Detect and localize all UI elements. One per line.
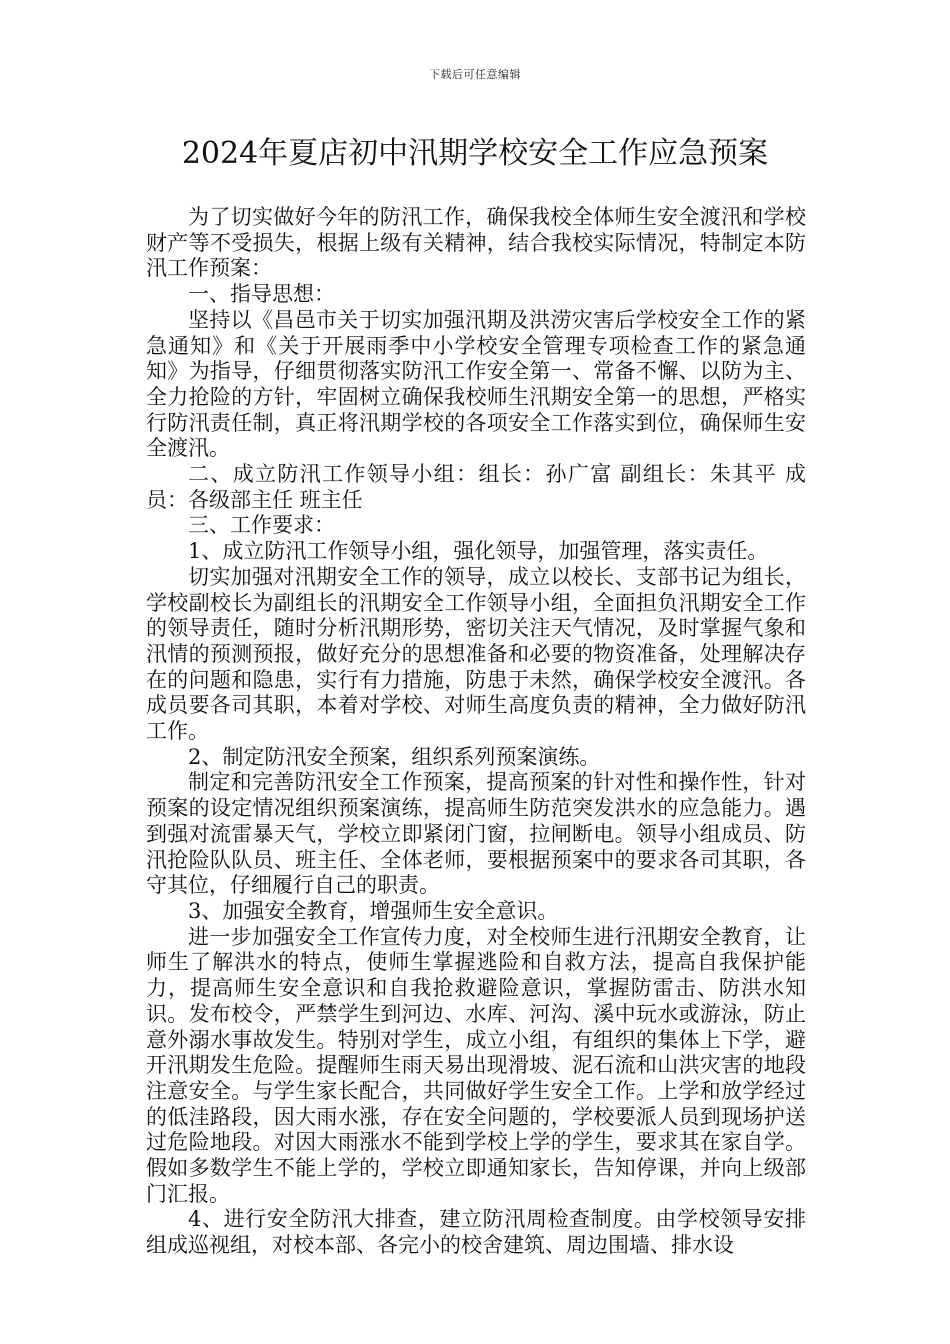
paragraph-item-2-body: 制定和完善防汛安全工作预案，提高预案的针对性和操作性，针对预案的设定情况组织预案演练，提高师生防范突发洪水的应急能力。遇到强对流雷暴天气，学校立即紧闭门窗，拉闸断电。领导小组成员、防汛抢险队队员、班主任、全体老师，要根据预案中的要求各司其职，各守其位，仔细履行自己的职责。 xyxy=(146,770,806,898)
paragraph-guiding-ideology: 坚持以《昌邑市关于切实加强汛期及洪涝灾害后学校安全工作的紧急通知》和《关于开展雨季中小学校安全管理专项检查工作的紧急通知》为指导，仔细贯彻落实防汛工作安全第一、常备不懈、以防为主、全力抢险的方针，牢固树立确保我校师生汛期安全第一的思想，严格实行防汛责任制，真正将汛期学校的各项安全工作落实到位，确保师生安全渡汛。 xyxy=(146,307,806,461)
paragraph-item-3-body: 进一步加强安全工作宣传力度，对全校师生进行汛期安全教育，让师生了解洪水的特点，使师生掌握逃险和自救方法，提高自我保护能力，提高师生安全意识和自我抢救避险意识，掌握防雷击、防洪水知识。发布校令，严禁学生到河边、水库、河沟、溪中玩水或游泳，防止意外溺水事故发生。特别对学生，成立小组，有组织的集体上下学，避开汛期发生危险。提醒师生雨天易出现滑坡、泥石流和山洪灾害的地段注意安全。与学生家长配合，共同做好学生安全工作。上学和放学经过的低洼路段，因大雨水涨，存在安全问题的，学校要派人员到现场护送过危险地段。对因大雨涨水不能到学校上学的学生，要求其在家自学。假如多数学生不能上学的，学校立即通知家长，告知停课，并向上级部门汇报。 xyxy=(146,924,806,1206)
paragraph-leadership-group: 二、成立防汛工作领导小组：组长：孙广富 副组长：朱其平 成员：各级部主任 班主任 xyxy=(146,462,806,512)
paragraph-item-4: 4、进行安全防汛大排查，建立防汛周检查制度。由学校领导安排组成巡视组，对校本部、各完小的校舍建筑、周边围墙、排水设 xyxy=(146,1207,806,1258)
paragraph-item-1-body: 切实加强对汛期安全工作的领导，成立以校长、支部书记为组长，学校副校长为副组长的汛期安全工作领导小组，全面担负汛期安全工作的领导责任，随时分析汛期形势，密切关注天气情况，及时掌握气象和汛情的预测预报，做好充分的思想准备和必要的物资准备，处理解决存在的问题和隐患，实行有力措施，防患于未然，确保学校安全渡汛。各成员要各司其职，本着对学校、对师生高度负责的精神，全力做好防汛工作。 xyxy=(146,564,806,744)
paragraph-heading-requirements: 三、工作要求： xyxy=(188,513,335,538)
paragraph-item-3-heading: 3、加强安全教育，增强师生安全意识。 xyxy=(188,898,559,923)
header-note: 下载后可任意编辑 xyxy=(429,68,521,81)
document-body xyxy=(146,205,806,1259)
document-title: 2024年夏店初中汛期学校安全工作应急预案 xyxy=(181,136,769,171)
paragraph-item-2-heading: 2、制定防汛安全预案，组织系列预案演练。 xyxy=(188,744,601,769)
paragraph-intro: 为了切实做好今年的防汛工作，确保我校全体师生安全渡汛和学校财产等不受损失，根据上级有关精神，结合我校实际情况，特制定本防汛工作预案： xyxy=(146,205,806,281)
paragraph-item-1-heading: 1、成立防汛工作领导小组，强化领导，加强管理，落实责任。 xyxy=(188,539,769,564)
paragraph-heading-guiding-ideology: 一、指导思想： xyxy=(188,282,335,307)
